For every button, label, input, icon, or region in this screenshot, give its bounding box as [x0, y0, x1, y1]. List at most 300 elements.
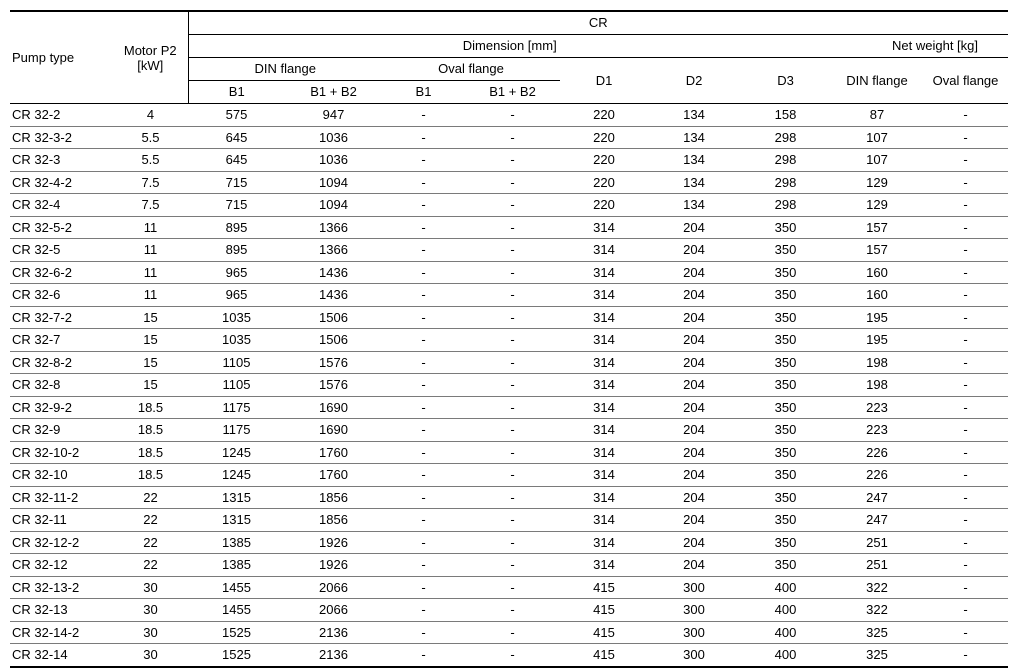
nw-din-cell: 247 — [831, 509, 923, 532]
din-b1-cell: 715 — [188, 194, 285, 217]
din-b1-b2-cell: 2136 — [285, 621, 382, 644]
nw-oval-cell: - — [923, 599, 1008, 622]
d2-cell: 134 — [648, 149, 740, 172]
nw-din-cell: 325 — [831, 621, 923, 644]
din-b1-b2-cell: 1366 — [285, 216, 382, 239]
din-b1-b2-cell: 1436 — [285, 261, 382, 284]
din-b1-b2-cell: 1506 — [285, 329, 382, 352]
pump-type-cell: CR 32-14-2 — [10, 621, 113, 644]
oval-b1-b2-cell: - — [465, 329, 560, 352]
oval-b1-b2-cell: - — [465, 419, 560, 442]
pump-type-cell: CR 32-13-2 — [10, 576, 113, 599]
motor-p2-cell: 22 — [113, 486, 188, 509]
din-b1-cell: 1525 — [188, 621, 285, 644]
table-row — [10, 351, 1008, 374]
pump-type-cell: CR 32-4-2 — [10, 171, 113, 194]
nw-oval-cell: - — [923, 149, 1008, 172]
oval-b1-b2-cell: - — [465, 351, 560, 374]
table-header — [10, 11, 1008, 104]
pump-type-cell: CR 32-8 — [10, 374, 113, 397]
d3-cell: 350 — [740, 329, 831, 352]
pump-type-cell: CR 32-3 — [10, 149, 113, 172]
din-b1-b2-cell: 2136 — [285, 644, 382, 667]
din-b1-cell: 1035 — [188, 329, 285, 352]
d3-cell: 350 — [740, 216, 831, 239]
header-oval-b1: B1 — [382, 81, 465, 104]
d2-cell: 300 — [648, 644, 740, 667]
oval-b1-b2-cell: - — [465, 396, 560, 419]
d1-cell: 220 — [560, 171, 648, 194]
d1-cell: 314 — [560, 329, 648, 352]
nw-oval-cell: - — [923, 171, 1008, 194]
oval-b1-cell: - — [382, 554, 465, 577]
d1-cell: 314 — [560, 306, 648, 329]
din-b1-b2-cell: 1576 — [285, 351, 382, 374]
d3-cell: 350 — [740, 351, 831, 374]
d3-cell: 350 — [740, 374, 831, 397]
motor-p2-cell: 7.5 — [113, 171, 188, 194]
din-b1-cell: 895 — [188, 239, 285, 262]
oval-b1-b2-cell: - — [465, 599, 560, 622]
oval-b1-b2-cell: - — [465, 464, 560, 487]
d1-cell: 314 — [560, 509, 648, 532]
din-b1-cell: 1385 — [188, 531, 285, 554]
d3-cell: 298 — [740, 194, 831, 217]
table-row — [10, 104, 1008, 127]
din-b1-cell: 575 — [188, 104, 285, 127]
nw-din-cell: 251 — [831, 531, 923, 554]
din-b1-cell: 895 — [188, 216, 285, 239]
nw-din-cell: 198 — [831, 351, 923, 374]
din-b1-cell: 1105 — [188, 351, 285, 374]
nw-oval-cell: - — [923, 464, 1008, 487]
motor-p2-cell: 7.5 — [113, 194, 188, 217]
d3-cell: 350 — [740, 531, 831, 554]
d1-cell: 314 — [560, 261, 648, 284]
table-row — [10, 149, 1008, 172]
d3-cell: 350 — [740, 306, 831, 329]
d3-cell: 400 — [740, 644, 831, 667]
d1-cell: 314 — [560, 374, 648, 397]
nw-din-cell: 223 — [831, 396, 923, 419]
motor-p2-cell: 5.5 — [113, 149, 188, 172]
d1-cell: 314 — [560, 396, 648, 419]
din-b1-b2-cell: 1760 — [285, 464, 382, 487]
header-d3: D3 — [777, 72, 794, 88]
din-b1-cell: 715 — [188, 171, 285, 194]
din-b1-cell: 1245 — [188, 441, 285, 464]
motor-p2-cell: 11 — [113, 216, 188, 239]
oval-b1-b2-cell: - — [465, 554, 560, 577]
d1-cell: 220 — [560, 149, 648, 172]
table-row — [10, 599, 1008, 622]
din-b1-cell: 965 — [188, 284, 285, 307]
oval-b1-cell: - — [382, 576, 465, 599]
nw-oval-cell: - — [923, 306, 1008, 329]
oval-b1-cell: - — [382, 306, 465, 329]
oval-b1-cell: - — [382, 531, 465, 554]
oval-b1-cell: - — [382, 599, 465, 622]
d1-cell: 314 — [560, 554, 648, 577]
nw-oval-cell: - — [923, 441, 1008, 464]
d1-cell: 415 — [560, 599, 648, 622]
header-din-flange: DIN flange — [188, 58, 382, 81]
motor-p2-cell: 18.5 — [113, 464, 188, 487]
oval-b1-b2-cell: - — [465, 306, 560, 329]
motor-p2-cell: 22 — [113, 554, 188, 577]
table-row — [10, 374, 1008, 397]
nw-oval-cell: - — [923, 194, 1008, 217]
nw-din-cell: 87 — [831, 104, 923, 127]
pump-type-cell: CR 32-14 — [10, 644, 113, 667]
d2-cell: 134 — [648, 104, 740, 127]
oval-b1-cell: - — [382, 329, 465, 352]
motor-p2-cell: 15 — [113, 351, 188, 374]
d3-cell: 350 — [740, 239, 831, 262]
nw-din-cell: 322 — [831, 576, 923, 599]
table-row — [10, 554, 1008, 577]
d1-cell: 314 — [560, 351, 648, 374]
din-b1-b2-cell: 1926 — [285, 531, 382, 554]
table-row — [10, 126, 1008, 149]
table-row — [10, 171, 1008, 194]
header-motor-p2-unit: [kW] — [137, 57, 164, 73]
oval-b1-b2-cell: - — [465, 441, 560, 464]
nw-din-cell: 251 — [831, 554, 923, 577]
header-din-b1-b2: B1 + B2 — [285, 81, 382, 104]
header-d2: D2 — [685, 72, 703, 88]
nw-oval-cell: - — [923, 644, 1008, 667]
oval-b1-b2-cell: - — [465, 261, 560, 284]
d2-cell: 300 — [648, 621, 740, 644]
pump-type-cell: CR 32-3-2 — [10, 126, 113, 149]
d3-cell: 400 — [740, 621, 831, 644]
d3-cell: 400 — [740, 576, 831, 599]
pump-type-cell: CR 32-9 — [10, 419, 113, 442]
pump-type-cell: CR 32-11-2 — [10, 486, 113, 509]
din-b1-b2-cell: 2066 — [285, 576, 382, 599]
oval-b1-cell: - — [382, 419, 465, 442]
nw-din-cell: 160 — [831, 284, 923, 307]
pump-spec-table — [10, 10, 1008, 668]
oval-b1-cell: - — [382, 374, 465, 397]
d2-cell: 204 — [648, 396, 740, 419]
motor-p2-cell: 11 — [113, 284, 188, 307]
table-row — [10, 486, 1008, 509]
motor-p2-cell: 4 — [113, 104, 188, 127]
d2-cell: 204 — [648, 261, 740, 284]
oval-b1-cell: - — [382, 261, 465, 284]
motor-p2-cell: 18.5 — [113, 419, 188, 442]
nw-din-cell: 157 — [831, 239, 923, 262]
din-b1-b2-cell: 1094 — [285, 171, 382, 194]
d2-cell: 204 — [648, 419, 740, 442]
pump-type-cell: CR 32-2 — [10, 104, 113, 127]
motor-p2-cell: 18.5 — [113, 396, 188, 419]
pump-type-cell: CR 32-8-2 — [10, 351, 113, 374]
oval-b1-b2-cell: - — [465, 509, 560, 532]
din-b1-b2-cell: 1436 — [285, 284, 382, 307]
oval-b1-b2-cell: - — [465, 104, 560, 127]
din-b1-cell: 1175 — [188, 419, 285, 442]
nw-oval-cell: - — [923, 531, 1008, 554]
d3-cell: 350 — [740, 284, 831, 307]
oval-b1-cell: - — [382, 509, 465, 532]
oval-b1-cell: - — [382, 464, 465, 487]
header-din-b1: B1 — [188, 81, 285, 104]
header-net-weight: Net weight [kg] — [831, 35, 1008, 58]
oval-b1-b2-cell: - — [465, 644, 560, 667]
header-motor-p2 — [113, 11, 188, 104]
d1-cell: 415 — [560, 644, 648, 667]
header-dimension: Dimension [mm] — [188, 35, 831, 58]
oval-b1-cell: - — [382, 486, 465, 509]
nw-din-cell: 107 — [831, 149, 923, 172]
d2-cell: 204 — [648, 306, 740, 329]
nw-din-cell: 129 — [831, 194, 923, 217]
din-b1-cell: 1315 — [188, 509, 285, 532]
pump-type-cell: CR 32-5 — [10, 239, 113, 262]
d3-cell: 350 — [740, 261, 831, 284]
nw-oval-cell: - — [923, 261, 1008, 284]
oval-b1-b2-cell: - — [465, 149, 560, 172]
d1-cell: 314 — [560, 239, 648, 262]
oval-b1-b2-cell: - — [465, 126, 560, 149]
table-row — [10, 464, 1008, 487]
d2-cell: 134 — [648, 194, 740, 217]
pump-type-cell: CR 32-9-2 — [10, 396, 113, 419]
nw-din-cell: 160 — [831, 261, 923, 284]
d1-cell: 220 — [560, 194, 648, 217]
din-b1-b2-cell: 1856 — [285, 486, 382, 509]
header-motor-p2-label: Motor P2 — [123, 42, 177, 58]
motor-p2-cell: 30 — [113, 621, 188, 644]
table-row — [10, 194, 1008, 217]
pump-type-cell: CR 32-5-2 — [10, 216, 113, 239]
nw-oval-cell: - — [923, 621, 1008, 644]
nw-oval-cell: - — [923, 104, 1008, 127]
d2-cell: 204 — [648, 329, 740, 352]
d3-cell: 350 — [740, 554, 831, 577]
motor-p2-cell: 15 — [113, 329, 188, 352]
oval-b1-b2-cell: - — [465, 486, 560, 509]
nw-oval-cell: - — [923, 216, 1008, 239]
table-row — [10, 509, 1008, 532]
nw-din-cell: 129 — [831, 171, 923, 194]
din-b1-b2-cell: 1506 — [285, 306, 382, 329]
din-b1-b2-cell: 1856 — [285, 509, 382, 532]
nw-oval-cell: - — [923, 284, 1008, 307]
d3-cell: 298 — [740, 171, 831, 194]
header-nw-oval-flange: Oval flange — [932, 72, 999, 88]
nw-oval-cell: - — [923, 419, 1008, 442]
din-b1-b2-cell: 1760 — [285, 441, 382, 464]
nw-din-cell: 322 — [831, 599, 923, 622]
d2-cell: 300 — [648, 576, 740, 599]
header-oval-flange: Oval flange — [382, 58, 560, 81]
d2-cell: 300 — [648, 599, 740, 622]
d2-cell: 204 — [648, 441, 740, 464]
d2-cell: 204 — [648, 509, 740, 532]
nw-din-cell: 247 — [831, 486, 923, 509]
header-oval-b1-b2: B1 + B2 — [465, 81, 560, 104]
table-row — [10, 396, 1008, 419]
nw-din-cell: 195 — [831, 329, 923, 352]
table-row — [10, 261, 1008, 284]
nw-din-cell: 226 — [831, 464, 923, 487]
d1-cell: 415 — [560, 621, 648, 644]
nw-din-cell: 198 — [831, 374, 923, 397]
din-b1-cell: 1315 — [188, 486, 285, 509]
d2-cell: 204 — [648, 351, 740, 374]
d1-cell: 220 — [560, 126, 648, 149]
din-b1-b2-cell: 1576 — [285, 374, 382, 397]
table-row — [10, 306, 1008, 329]
oval-b1-b2-cell: - — [465, 171, 560, 194]
d3-cell: 298 — [740, 126, 831, 149]
motor-p2-cell: 30 — [113, 644, 188, 667]
nw-oval-cell: - — [923, 486, 1008, 509]
d1-cell: 220 — [560, 104, 648, 127]
nw-din-cell: 157 — [831, 216, 923, 239]
pump-type-cell: CR 32-11 — [10, 509, 113, 532]
nw-oval-cell: - — [923, 374, 1008, 397]
oval-b1-cell: - — [382, 194, 465, 217]
nw-oval-cell: - — [923, 396, 1008, 419]
d1-cell: 415 — [560, 576, 648, 599]
table-body — [10, 104, 1008, 667]
d3-cell: 350 — [740, 509, 831, 532]
oval-b1-b2-cell: - — [465, 239, 560, 262]
din-b1-cell: 1385 — [188, 554, 285, 577]
header-cr: CR — [188, 11, 1008, 35]
nw-oval-cell: - — [923, 351, 1008, 374]
oval-b1-cell: - — [382, 621, 465, 644]
nw-oval-cell: - — [923, 239, 1008, 262]
d3-cell: 350 — [740, 486, 831, 509]
nw-din-cell: 195 — [831, 306, 923, 329]
d1-cell: 314 — [560, 464, 648, 487]
d2-cell: 204 — [648, 554, 740, 577]
table-row — [10, 216, 1008, 239]
pump-type-cell: CR 32-12 — [10, 554, 113, 577]
din-b1-cell: 965 — [188, 261, 285, 284]
motor-p2-cell: 15 — [113, 374, 188, 397]
nw-oval-cell: - — [923, 576, 1008, 599]
header-nw-din-flange: DIN flange — [846, 72, 908, 88]
nw-din-cell: 226 — [831, 441, 923, 464]
oval-b1-cell: - — [382, 149, 465, 172]
oval-b1-b2-cell: - — [465, 374, 560, 397]
d1-cell: 314 — [560, 216, 648, 239]
din-b1-cell: 645 — [188, 126, 285, 149]
oval-b1-b2-cell: - — [465, 621, 560, 644]
table-row — [10, 441, 1008, 464]
d3-cell: 350 — [740, 464, 831, 487]
d2-cell: 134 — [648, 126, 740, 149]
d1-cell: 314 — [560, 419, 648, 442]
table-row — [10, 419, 1008, 442]
oval-b1-cell: - — [382, 126, 465, 149]
oval-b1-b2-cell: - — [465, 531, 560, 554]
table-row — [10, 621, 1008, 644]
table-row — [10, 644, 1008, 667]
d3-cell: 350 — [740, 441, 831, 464]
d3-cell: 158 — [740, 104, 831, 127]
pump-type-cell: CR 32-6 — [10, 284, 113, 307]
motor-p2-cell: 30 — [113, 576, 188, 599]
pump-type-cell: CR 32-12-2 — [10, 531, 113, 554]
din-b1-b2-cell: 947 — [285, 104, 382, 127]
motor-p2-cell: 22 — [113, 531, 188, 554]
d1-cell: 314 — [560, 531, 648, 554]
pump-type-cell: CR 32-6-2 — [10, 261, 113, 284]
pump-type-cell: CR 32-10 — [10, 464, 113, 487]
motor-p2-cell: 15 — [113, 306, 188, 329]
pump-type-cell: CR 32-7 — [10, 329, 113, 352]
motor-p2-cell: 18.5 — [113, 441, 188, 464]
oval-b1-cell: - — [382, 216, 465, 239]
oval-b1-cell: - — [382, 351, 465, 374]
din-b1-cell: 1455 — [188, 599, 285, 622]
din-b1-cell: 645 — [188, 149, 285, 172]
oval-b1-b2-cell: - — [465, 194, 560, 217]
d2-cell: 204 — [648, 284, 740, 307]
din-b1-b2-cell: 1690 — [285, 419, 382, 442]
din-b1-cell: 1175 — [188, 396, 285, 419]
din-b1-b2-cell: 2066 — [285, 599, 382, 622]
nw-oval-cell: - — [923, 554, 1008, 577]
d2-cell: 204 — [648, 531, 740, 554]
nw-oval-cell: - — [923, 509, 1008, 532]
table-row — [10, 531, 1008, 554]
d3-cell: 400 — [740, 599, 831, 622]
motor-p2-cell: 11 — [113, 261, 188, 284]
pump-type-cell: CR 32-4 — [10, 194, 113, 217]
table-row — [10, 239, 1008, 262]
oval-b1-cell: - — [382, 441, 465, 464]
d3-cell: 298 — [740, 149, 831, 172]
oval-b1-cell: - — [382, 644, 465, 667]
oval-b1-cell: - — [382, 239, 465, 262]
d3-cell: 350 — [740, 396, 831, 419]
oval-b1-cell: - — [382, 171, 465, 194]
motor-p2-cell: 22 — [113, 509, 188, 532]
header-d1: D1 — [595, 72, 613, 88]
din-b1-cell: 1245 — [188, 464, 285, 487]
nw-din-cell: 107 — [831, 126, 923, 149]
motor-p2-cell: 5.5 — [113, 126, 188, 149]
din-b1-b2-cell: 1036 — [285, 149, 382, 172]
d2-cell: 204 — [648, 374, 740, 397]
motor-p2-cell: 11 — [113, 239, 188, 262]
din-b1-cell: 1455 — [188, 576, 285, 599]
din-b1-b2-cell: 1094 — [285, 194, 382, 217]
din-b1-cell: 1525 — [188, 644, 285, 667]
oval-b1-cell: - — [382, 396, 465, 419]
oval-b1-cell: - — [382, 104, 465, 127]
nw-din-cell: 325 — [831, 644, 923, 667]
pump-type-cell: CR 32-10-2 — [10, 441, 113, 464]
nw-din-cell: 223 — [831, 419, 923, 442]
din-b1-b2-cell: 1926 — [285, 554, 382, 577]
d2-cell: 204 — [648, 239, 740, 262]
d1-cell: 314 — [560, 284, 648, 307]
oval-b1-b2-cell: - — [465, 216, 560, 239]
table-row — [10, 284, 1008, 307]
oval-b1-cell: - — [382, 284, 465, 307]
din-b1-cell: 1035 — [188, 306, 285, 329]
